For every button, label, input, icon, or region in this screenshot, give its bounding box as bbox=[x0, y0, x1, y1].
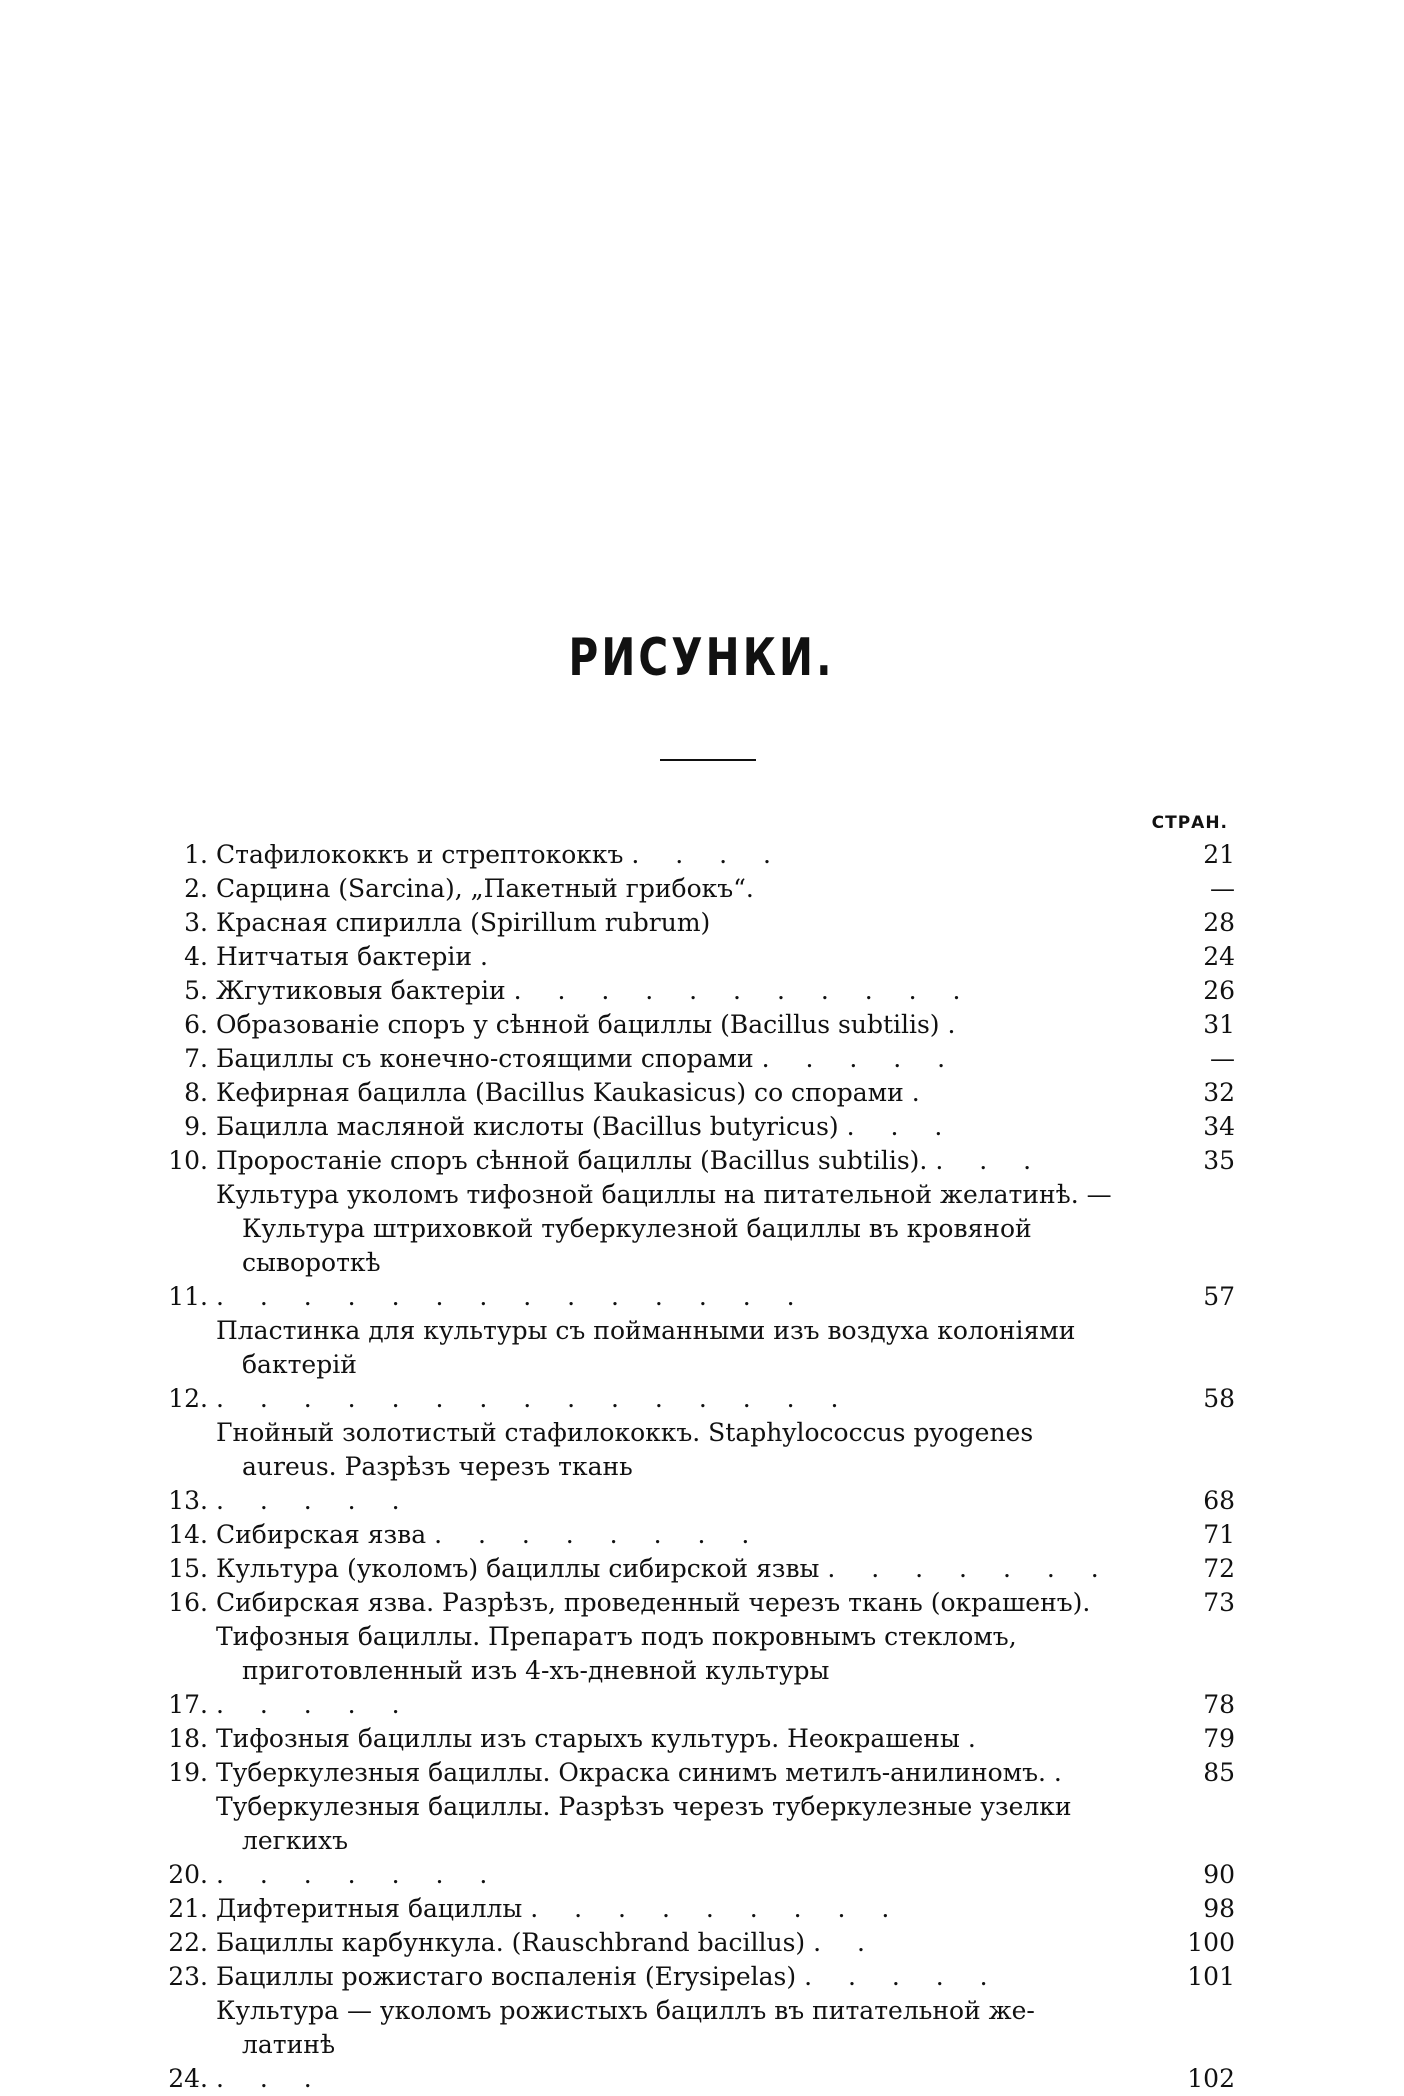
caption-continuation-line: латинѣ bbox=[242, 2030, 336, 2059]
figure-number: 6. bbox=[184, 1010, 208, 1039]
figure-number: 16. bbox=[168, 1588, 208, 1617]
figure-number: 11. bbox=[168, 1282, 208, 1311]
leader-dots: . bbox=[967, 1724, 990, 1753]
leader-dots: . . . . . . . . . bbox=[530, 1894, 904, 1923]
figure-number: 3. bbox=[184, 908, 208, 937]
leader-dots: . . . . . bbox=[804, 1962, 1002, 1991]
figure-list bbox=[150, 838, 1235, 2096]
caption-line: Сибирская язва bbox=[216, 1520, 427, 1549]
figure-number: 1. bbox=[184, 840, 208, 869]
leader-dots: . bbox=[911, 1078, 934, 1107]
page-number: — bbox=[1210, 1044, 1235, 1073]
caption-line: Нитчатыя бактеріи bbox=[216, 942, 473, 971]
figure-entry bbox=[150, 1722, 1235, 1756]
caption-line: Тифозныя бациллы изъ старыхъ культуръ. Неокрашены bbox=[216, 1724, 960, 1753]
figure-number: 8. bbox=[184, 1078, 208, 1107]
figure-caption bbox=[216, 1110, 1157, 1144]
figure-entry bbox=[150, 1790, 1235, 1892]
page-number: 21 bbox=[1203, 840, 1235, 869]
leader-dots: . . . . . . . . . . . bbox=[513, 976, 975, 1005]
figure-caption bbox=[216, 1008, 1157, 1042]
page-number: 98 bbox=[1203, 1894, 1235, 1923]
leader-dots: . . . . bbox=[631, 840, 786, 869]
figure-caption bbox=[216, 1144, 1157, 1178]
figure-entry bbox=[150, 1620, 1235, 1722]
figure-entry bbox=[150, 838, 1235, 872]
page-number: 102 bbox=[1187, 2064, 1235, 2093]
figure-number: 18. bbox=[168, 1724, 208, 1753]
figure-entry bbox=[150, 1756, 1235, 1790]
caption-line: Проростаніе споръ сѣнной бациллы (Bacillus subtilis). bbox=[216, 1146, 928, 1175]
figure-caption bbox=[216, 940, 1157, 974]
figure-entry bbox=[150, 906, 1235, 940]
figure-caption bbox=[216, 1756, 1157, 1790]
figure-number: 10. bbox=[168, 1146, 208, 1175]
leader-dots: . . . . . bbox=[761, 1044, 960, 1073]
page-number: 71 bbox=[1203, 1520, 1235, 1549]
page-number: 57 bbox=[1203, 1282, 1235, 1311]
figure-number: 2. bbox=[184, 874, 208, 903]
leader-dots: . . . . . bbox=[216, 1486, 414, 1515]
page-number: 90 bbox=[1203, 1860, 1235, 1889]
figure-caption bbox=[216, 1722, 1157, 1756]
page-number: 100 bbox=[1187, 1928, 1235, 1957]
page-number: 101 bbox=[1187, 1962, 1235, 1991]
page-number: 79 bbox=[1203, 1724, 1235, 1753]
caption-line: Красная спирилла (Spirillum rubrum) bbox=[216, 908, 711, 937]
figure-caption bbox=[216, 1042, 1157, 1076]
figure-caption bbox=[216, 1790, 1157, 1892]
caption-line: Туберкулезныя бациллы. Разрѣзъ черезъ туберкулезные узелки bbox=[216, 1792, 1072, 1821]
caption-line: Тифозныя бациллы. Препаратъ подъ покровнымъ стекломъ, bbox=[216, 1622, 1017, 1651]
caption-continuation-line: легкихъ bbox=[242, 1826, 349, 1855]
figure-caption bbox=[216, 1586, 1157, 1620]
page-number: 78 bbox=[1203, 1690, 1235, 1719]
caption-line: Бацилла масляной кислоты (Bacillus butyricus) bbox=[216, 1112, 839, 1141]
figure-entry bbox=[150, 1926, 1235, 1960]
leader-dots: . . . . . . . . bbox=[434, 1520, 764, 1549]
caption-line: Бациллы карбункула. (Rauschbrand bacillus) bbox=[216, 1928, 806, 1957]
figure-number: 4. bbox=[184, 942, 208, 971]
caption-continuation-line: сывороткѣ bbox=[242, 1248, 381, 1277]
caption-line: Жгутиковыя бактеріи bbox=[216, 976, 506, 1005]
figure-caption bbox=[216, 1076, 1157, 1110]
figure-entry bbox=[150, 872, 1235, 906]
figure-entry bbox=[150, 974, 1235, 1008]
caption-continuation-line: aureus. Разрѣзъ черезъ ткань bbox=[242, 1452, 633, 1481]
leader-dots: . bbox=[480, 942, 502, 971]
figure-number: 17. bbox=[168, 1690, 208, 1719]
figure-caption bbox=[216, 1416, 1157, 1518]
caption-line: Образованіе споръ у сѣнной бациллы (Bacillus subtilis) bbox=[216, 1010, 940, 1039]
caption-line: Дифтеритныя бациллы bbox=[216, 1894, 523, 1923]
figure-caption bbox=[216, 1994, 1157, 2096]
caption-continuation-line: Культура штриховкой туберкулезной бациллы въ кровяной bbox=[242, 1214, 1032, 1243]
caption-line: Пластинка для культуры съ пойманными изъ воздуха колоніями bbox=[216, 1316, 1076, 1345]
figure-entry bbox=[150, 1994, 1235, 2096]
figure-number: 19. bbox=[168, 1758, 208, 1787]
caption-line: Стафилококкъ и стрептококкъ bbox=[216, 840, 624, 869]
leader-dots: . . . . . . . bbox=[216, 1860, 502, 1889]
figure-number: 15. bbox=[168, 1554, 208, 1583]
figure-caption bbox=[216, 1552, 1157, 1586]
leader-dots: . . . . . bbox=[216, 1690, 414, 1719]
page-number: 34 bbox=[1203, 1112, 1235, 1141]
page-number: 85 bbox=[1203, 1758, 1235, 1787]
figure-caption bbox=[216, 1926, 1157, 1960]
leader-dots: . . . bbox=[935, 1146, 1046, 1175]
caption-line: Сибирская язва. Разрѣзъ, проведенный черезъ ткань (окрашенъ). bbox=[216, 1588, 1091, 1617]
caption-line: Культура — уколомъ рожистыхъ бациллъ въ питательной же- bbox=[216, 1996, 1035, 2025]
leader-dots: . . bbox=[813, 1928, 879, 1957]
figure-entry bbox=[150, 1960, 1235, 1994]
caption-continuation-line: приготовленный изъ 4-хъ-дневной культуры bbox=[242, 1656, 830, 1685]
caption-line: Культура (уколомъ) бациллы сибирской язвы bbox=[216, 1554, 820, 1583]
page-number: 68 bbox=[1203, 1486, 1235, 1515]
figure-number: 20. bbox=[168, 1860, 208, 1889]
page-number: 26 bbox=[1203, 976, 1235, 1005]
leader-dots: . . . . . . . . . . . . . . bbox=[216, 1282, 809, 1311]
caption-line: Туберкулезныя бациллы. Окраска синимъ метилъ-анилиномъ. bbox=[216, 1758, 1046, 1787]
figure-number: 12. bbox=[168, 1384, 208, 1413]
page-number: — bbox=[1210, 874, 1235, 903]
figure-caption bbox=[216, 1960, 1157, 1994]
leader-dots: . bbox=[1053, 1758, 1076, 1787]
caption-line: Бациллы рожистаго воспаленія (Erysipelas) bbox=[216, 1962, 797, 1991]
leader-dots: . . . bbox=[216, 2064, 326, 2093]
page-number: 72 bbox=[1203, 1554, 1235, 1583]
page-title: РИСУНКИ. bbox=[568, 628, 835, 688]
figure-entry bbox=[150, 1144, 1235, 1178]
leader-dots: . . . . . . . bbox=[827, 1554, 1113, 1583]
figure-entry bbox=[150, 1416, 1235, 1518]
page-number: 31 bbox=[1203, 1010, 1235, 1039]
figure-number: 5. bbox=[184, 976, 208, 1005]
figure-entry bbox=[150, 940, 1235, 974]
figure-caption bbox=[216, 872, 1157, 906]
caption-line: Бациллы съ конечно-стоящими спорами bbox=[216, 1044, 754, 1073]
page-number: 58 bbox=[1203, 1384, 1235, 1413]
figure-entry bbox=[150, 1314, 1235, 1416]
figure-entry bbox=[150, 1178, 1235, 1314]
figure-caption bbox=[216, 1892, 1157, 1926]
figure-number: 13. bbox=[168, 1486, 208, 1515]
page-column-header: СТРАН. bbox=[1151, 813, 1228, 833]
page-number: 32 bbox=[1203, 1078, 1235, 1107]
caption-continuation-line: бактерій bbox=[242, 1350, 357, 1379]
figure-caption bbox=[216, 1178, 1157, 1314]
page-number: 35 bbox=[1203, 1146, 1235, 1175]
figure-entry bbox=[150, 1110, 1235, 1144]
figure-caption bbox=[216, 906, 1157, 940]
leader-dots: . bbox=[947, 1010, 970, 1039]
caption-line: Кефирная бацилла (Bacillus Kaukasicus) со спорами bbox=[216, 1078, 904, 1107]
figure-entry bbox=[150, 1518, 1235, 1552]
figure-number: 23. bbox=[168, 1962, 208, 1991]
figure-caption bbox=[216, 1314, 1157, 1416]
figure-entry bbox=[150, 1008, 1235, 1042]
caption-line: Сарцина (Sarcina), „Пакетный грибокъ“. bbox=[216, 874, 754, 903]
figure-number: 7. bbox=[184, 1044, 208, 1073]
figure-number: 14. bbox=[168, 1520, 208, 1549]
figure-number: 21. bbox=[168, 1894, 208, 1923]
figure-number: 9. bbox=[184, 1112, 208, 1141]
figure-number: 22. bbox=[168, 1928, 208, 1957]
figure-entry bbox=[150, 1586, 1235, 1620]
page-number: 28 bbox=[1203, 908, 1235, 937]
figure-caption bbox=[216, 974, 1157, 1008]
figure-entry bbox=[150, 1076, 1235, 1110]
leader-dots: . . . bbox=[846, 1112, 957, 1141]
figure-caption bbox=[216, 838, 1157, 872]
page-number: 73 bbox=[1203, 1588, 1235, 1617]
figure-caption bbox=[216, 1620, 1157, 1722]
leader-dots: . . . . . . . . . . . . . . . bbox=[216, 1384, 853, 1413]
caption-line: Гнойный золотистый стафилококкъ. Staphylococcus pyogenes bbox=[216, 1418, 1034, 1447]
figure-entry bbox=[150, 1892, 1235, 1926]
page-number: 24 bbox=[1203, 942, 1235, 971]
figure-entry bbox=[150, 1042, 1235, 1076]
figure-number: 24. bbox=[168, 2064, 208, 2093]
figure-entry bbox=[150, 1552, 1235, 1586]
figure-caption bbox=[216, 1518, 1157, 1552]
title-rule bbox=[660, 759, 756, 761]
caption-line: Культура уколомъ тифозной бациллы на питательной желатинѣ. — bbox=[216, 1180, 1112, 1209]
